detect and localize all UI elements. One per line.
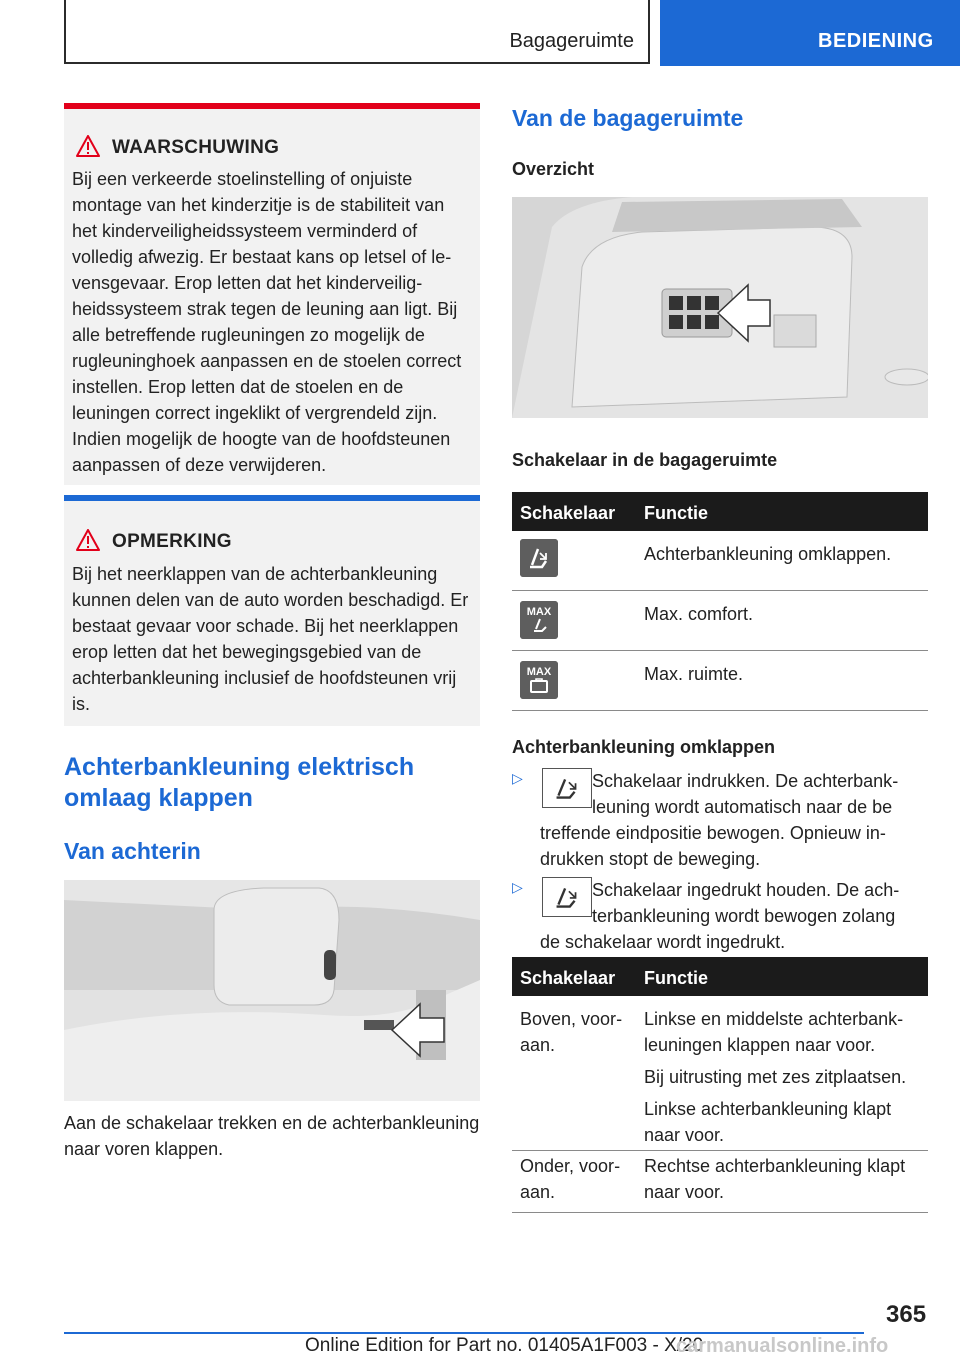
note-box	[64, 495, 480, 726]
header-tab-label: BEDIENING	[818, 30, 934, 52]
switch-heading: Schakelaar in de bagageruimte	[512, 450, 778, 470]
table-cell-function: Achterbankleuning omklappen.	[644, 544, 892, 564]
position-table	[512, 957, 928, 1213]
switch-table	[512, 492, 928, 711]
subheading-van-achterin: Van achterin	[64, 838, 201, 864]
table-row	[512, 531, 928, 591]
warning-box	[64, 103, 480, 485]
rear-seat-illustration	[64, 880, 480, 1101]
fold-heading: Achterbankleuning omklappen	[512, 737, 776, 757]
footer-divider	[64, 1332, 864, 1334]
overview-heading: Overzicht	[512, 159, 595, 179]
page-number: 365	[886, 1301, 927, 1328]
bullet-text-rest: treffende eindpositie bewogen. Opnieuw indrukken stopt de beweging.	[540, 823, 886, 869]
trunk-photo	[512, 197, 928, 418]
rear-seat-photo	[64, 880, 480, 1101]
seat-fold-icon	[520, 539, 558, 577]
trunk-illustration	[512, 197, 928, 418]
table-cell-function-line: Rechtse achterbankleuning klapt naar voor.	[644, 1156, 906, 1202]
svg-text:MAX: MAX	[526, 666, 552, 678]
bullet-triangle-icon: ▷	[512, 770, 523, 786]
photo-caption: Aan de schakelaar trekken en de achterbankleuning naar voren klappen.	[64, 1113, 480, 1159]
table-cell-function-line: Bij uitrusting met zes zitplaatsen.	[644, 1067, 907, 1087]
seat-fold-button-icon	[542, 768, 592, 808]
switch-table-col2: Functie	[644, 503, 709, 523]
position-table-col2: Functie	[644, 968, 709, 988]
header-tab[interactable]	[660, 0, 960, 66]
position-table-col1: Schakelaar	[520, 968, 616, 988]
table-row	[512, 651, 928, 711]
max-comfort-icon	[520, 601, 558, 639]
bullet-triangle-icon: ▷	[512, 879, 523, 895]
footer-edition: Online Edition for Part no. 01405A1F003 - X/20	[305, 1335, 704, 1356]
warning-triangle-icon	[76, 135, 100, 157]
bullet-text-lead: Schakelaar indrukken. De achterbankleuning wordt automatisch naar de be	[592, 771, 899, 817]
warning-title: WAARSCHUWING	[112, 137, 280, 158]
table-cell-function: Max. ruimte.	[644, 664, 744, 684]
section-heading: Achterbankleuning elektrisch omlaag klappen	[64, 753, 415, 812]
position-table-header	[512, 957, 928, 996]
table-row	[512, 591, 928, 651]
table-row	[512, 996, 928, 1151]
svg-text:MAX: MAX	[526, 606, 552, 618]
switch-table-col1: Schakelaar	[520, 503, 616, 523]
seat-fold-button-icon	[542, 877, 592, 917]
note-body: Bij het neerklappen van de achterbankleuning kunnen delen van de auto worden beschadigd. Er bestaat gevaar voor schade. Bij het neerklappen erop letten dat het bewegingsgebied van de achterbankleuning inclusief de hoofdsteunen vrij is.	[72, 564, 469, 714]
list-item	[512, 877, 928, 953]
header-frame	[64, 0, 650, 64]
table-cell-switch: Onder, vooraan.	[520, 1156, 621, 1202]
header-section-title: Bagageruimte	[509, 30, 634, 52]
table-row	[512, 1151, 928, 1213]
warning-body: Bij een verkeerde stoelinstelling of onjuiste montage van het kinderzitje is de stabiliteit van het kinderveiligheidssysteem verminderd of volledig afwezig. Er bestaat kans op letsel of levensgevaar. Erop letten dat het kinderveiligheidssysteem strak tegen de leuning aan ligt. Bij alle betreffende rugleuningen zo mogelijk de rugleuninghoek aanpassen en de stoelen correct instellen. Erop letten dat de stoelen en de leuningen correct ingeklikt of vergrendeld zijn. Indien mogelijk de hoogte van de hoofdsteunen aanpassen of deze verwijderen.	[72, 169, 462, 475]
table-cell-function: Max. comfort.	[644, 604, 754, 624]
table-cell-switch: Boven, vooraan.	[520, 1009, 623, 1055]
bullet-text-lead: Schakelaar ingedrukt houden. De achterbankleuning wordt bewogen zolang	[592, 880, 900, 926]
watermark: carmanualsonline.info	[676, 1335, 889, 1357]
table-cell-function-line: Linkse achterbankleuning klapt naar voor.	[644, 1099, 892, 1145]
list-item	[512, 768, 928, 868]
bullet-text-rest: de schakelaar wordt ingedrukt.	[540, 932, 786, 952]
note-triangle-icon	[76, 529, 100, 551]
switch-table-header	[512, 492, 928, 531]
table-cell-function-line: Linkse en middelste achterbankleuningen klappen naar voor.	[644, 1009, 904, 1055]
heading-van-de-bagageruimte: Van de bagageruimte	[512, 105, 744, 131]
note-title: OPMERKING	[112, 531, 232, 552]
max-space-icon	[520, 661, 558, 699]
